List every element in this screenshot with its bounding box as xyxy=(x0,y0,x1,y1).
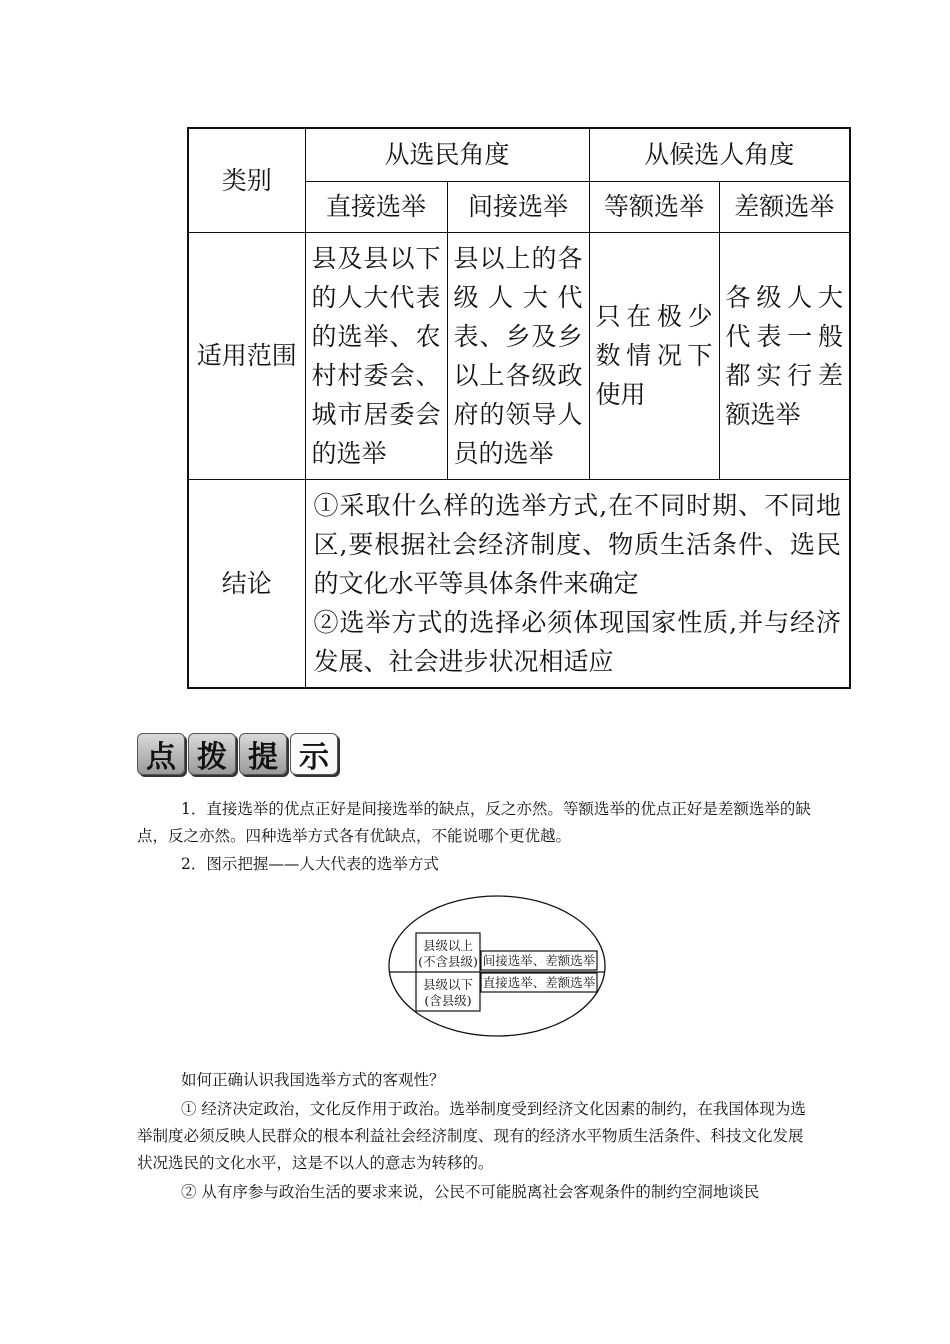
tip-header-char-3: 提 xyxy=(239,733,287,775)
tip-header-char-2: 拨 xyxy=(188,733,236,775)
diagram-lower-level-2: (含县级) xyxy=(424,993,472,1008)
diagram-lower-level-1: 县级以下 xyxy=(422,977,474,992)
differential-election-header: 差额选举 xyxy=(719,181,850,232)
scope-differential-cell: 各级人大 代表一般 都实行差 额选举 xyxy=(719,232,850,479)
question-paragraph-1: ① 经济决定政治，文化反作用于政治。选举制度受到经济文化因素的制约，在我国体现为选举制度必须反映人民群众的根本利益社会经济制度、现有的经济水平物质生活条件、科技文化发展状况选民的文化水平，这是不以人的意志为转移的。 xyxy=(137,1100,806,1172)
conclusion-row-label: 结论 xyxy=(188,479,305,688)
question-title: 如何正确认识我国选举方式的客观性？ xyxy=(181,1071,445,1089)
conclusion-item-2: ②选举方式的选择必须体现国家性质,并与经济发展、社会进步状况相适应 xyxy=(313,607,842,676)
tip-paragraph-1: 1．直接选举的优点正好是间接选举的缺点，反之亦然。等额选举的优点正好是差额选举的缺点，反之亦然。四种选举方式各有优缺点，不能说哪个更优越。 xyxy=(137,800,811,845)
direct-election-header: 直接选举 xyxy=(305,181,447,232)
scope-indirect-cell: 县以上的各 级人大代 表、乡及乡 以上各级政 府的领导人 员的选举 xyxy=(447,232,589,479)
scope-equal-cell: 只在极少 数情况下 使用 xyxy=(589,232,719,479)
tip-header-char-4: 示 xyxy=(290,733,338,775)
scope-direct-cell: 县及县以下 的人大代表 的选举、农 村村委会、 城市居委会 的选举 xyxy=(305,232,447,479)
election-methods-table xyxy=(187,127,851,689)
tip-paragraph-2: 2．图示把握——人大代表的选举方式 xyxy=(181,855,439,873)
election-diagram xyxy=(386,893,612,1039)
scope-row-label: 适用范围 xyxy=(188,232,305,479)
tip-header-char-1: 点 xyxy=(137,733,185,775)
diagram-lower-methods: 直接选举、差额选举 xyxy=(482,975,596,990)
equal-election-header: 等额选举 xyxy=(589,181,719,232)
candidate-perspective-header: 从候选人角度 xyxy=(589,128,850,181)
diagram-upper-methods: 间接选举、差额选举 xyxy=(482,953,596,968)
category-header: 类别 xyxy=(188,128,305,232)
indirect-election-header: 间接选举 xyxy=(447,181,589,232)
diagram-upper-level-1: 县级以上 xyxy=(422,938,474,953)
conclusion-item-1: ①采取什么样的选举方式,在不同时期、不同地区,要根据社会经济制度、物质生活条件、选民的文化水平等具体条件来确定 xyxy=(313,490,842,598)
conclusion-cell xyxy=(305,479,850,688)
voter-perspective-header: 从选民角度 xyxy=(305,128,589,181)
question-paragraph-2: ② 从有序参与政治生活的要求来说，公民不可能脱离社会客观条件的制约空洞地谈民 xyxy=(181,1183,760,1201)
diagram-upper-level-2: (不含县级) xyxy=(418,954,478,969)
tip-section-header xyxy=(137,733,341,775)
